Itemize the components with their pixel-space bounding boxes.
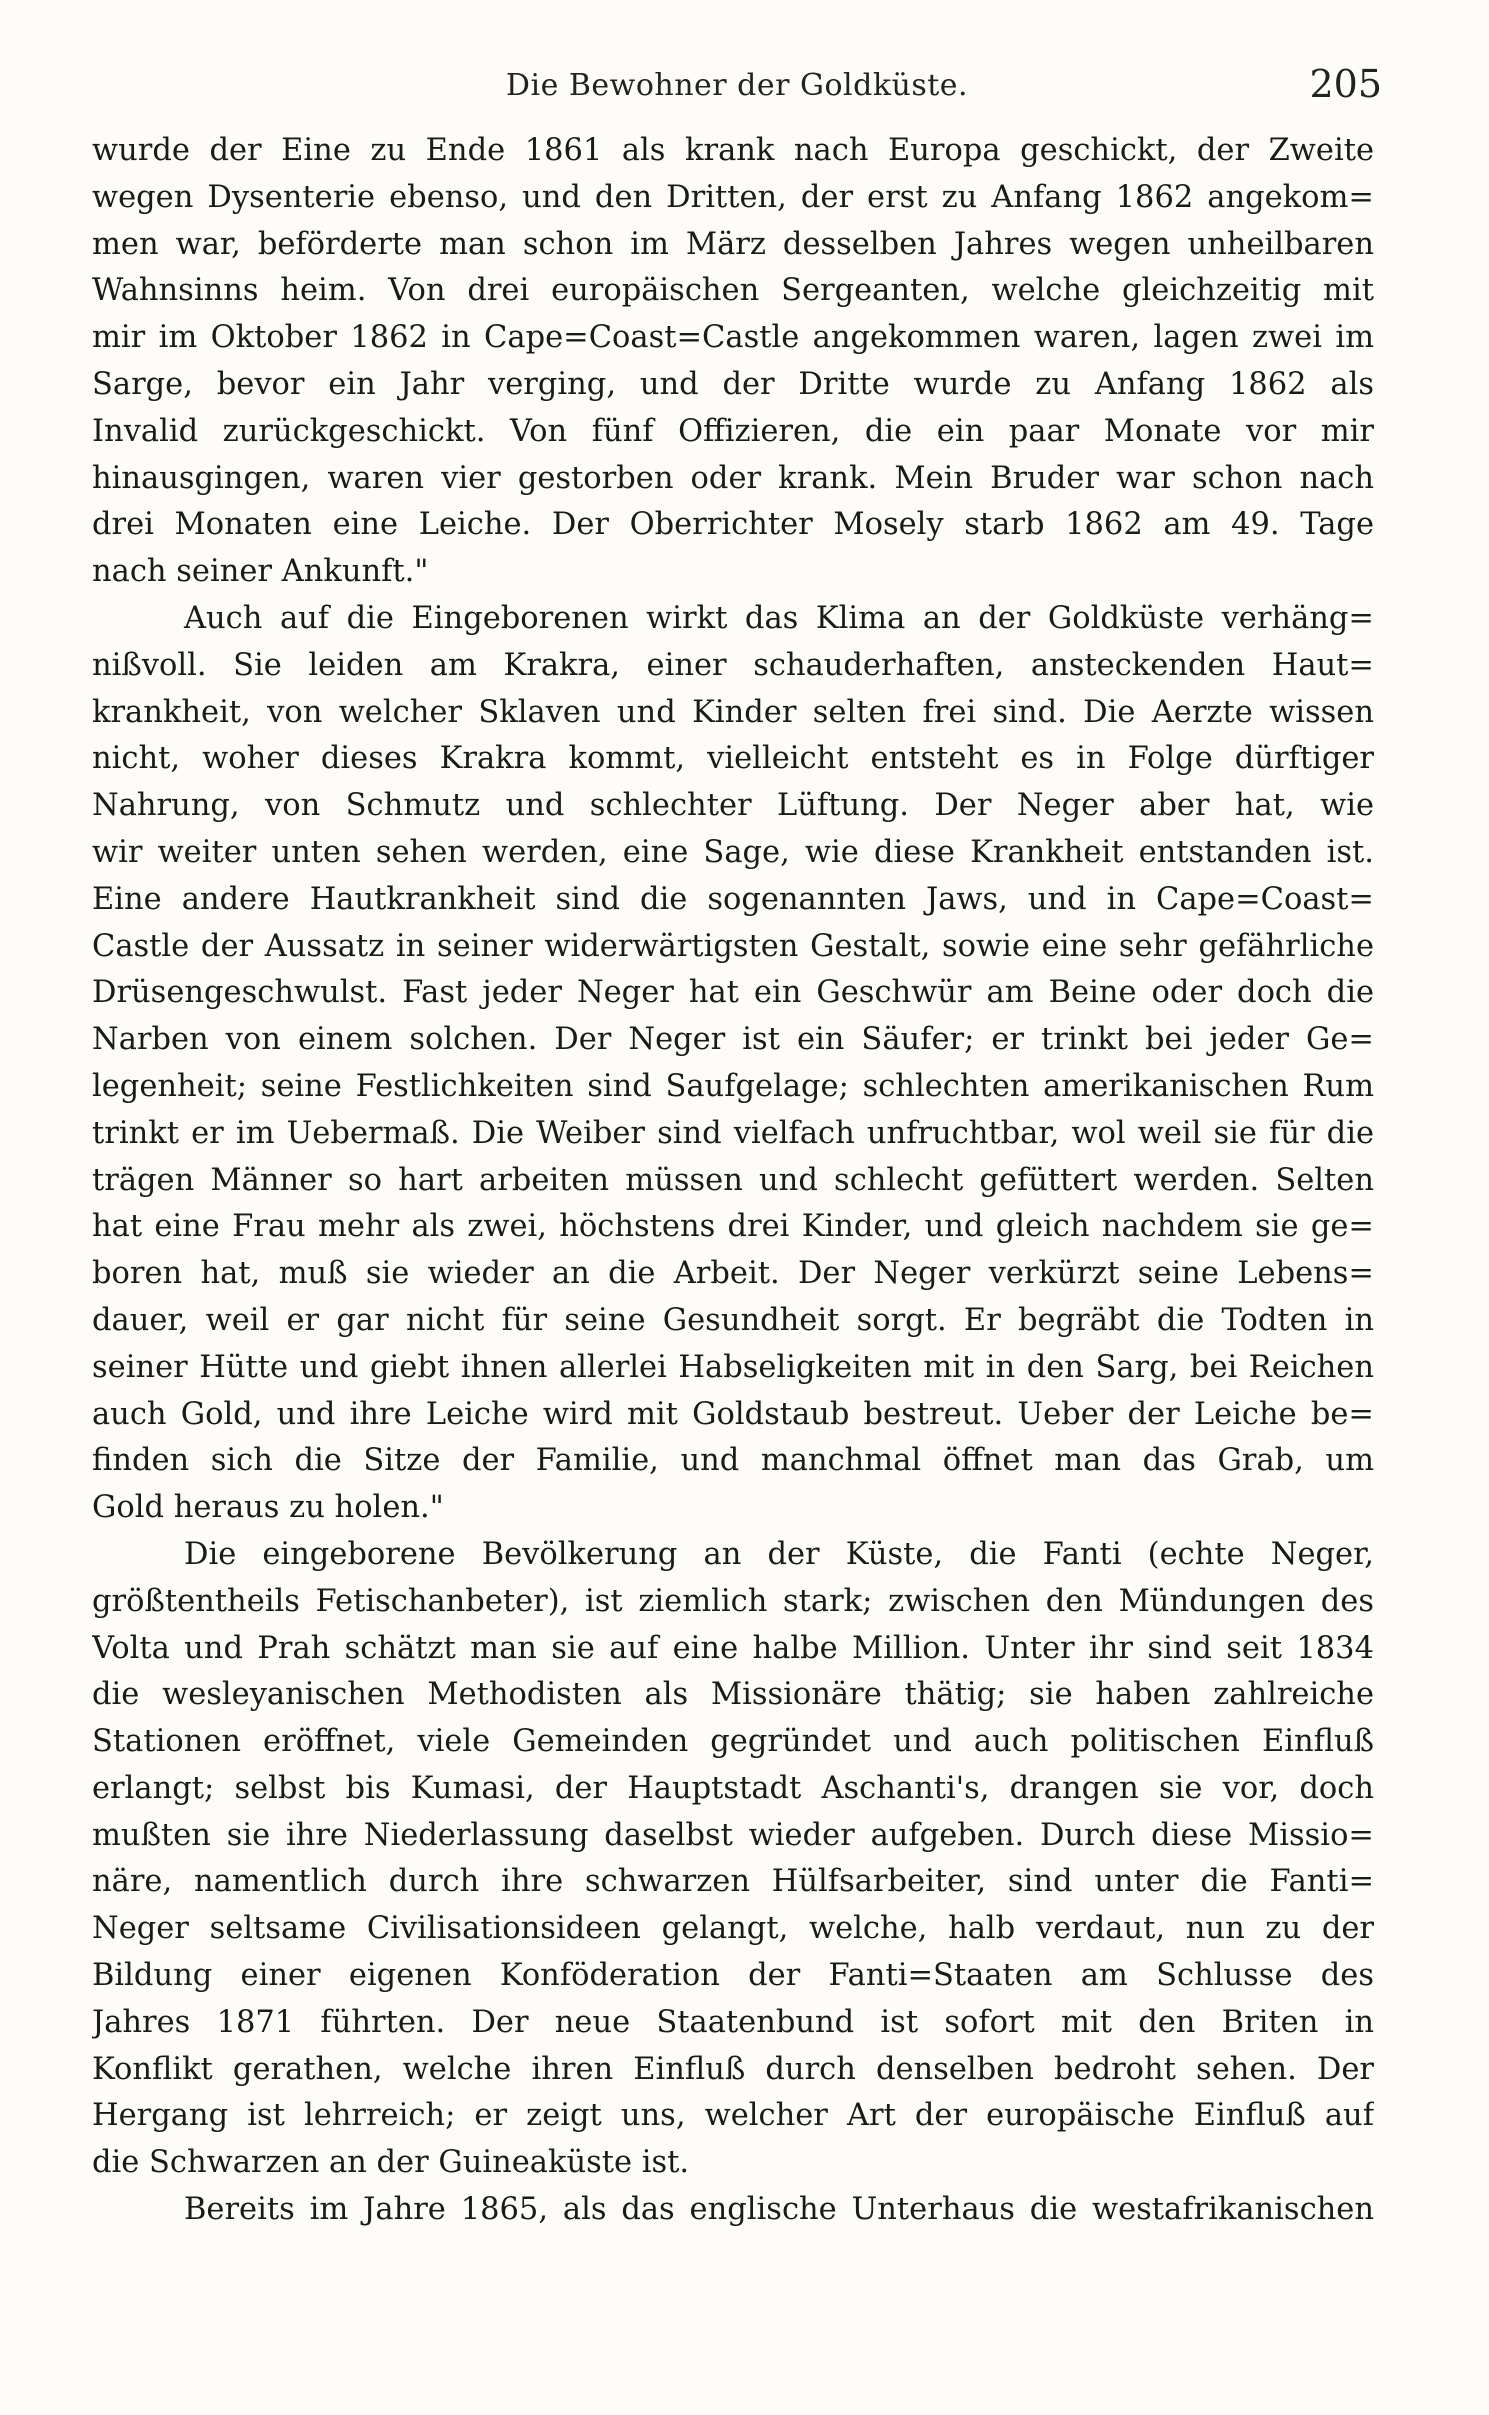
text-line: Die eingeborene Bevölkerung an der Küste, die Fanti (echte Neger,	[184, 1536, 1374, 1572]
text-line: finden sich die Sitze der Familie, und manchmal öffnet man das Grab, um	[92, 1443, 1374, 1479]
text-line: Eine andere Hautkrankheit sind die sogenannten Jaws, und in Cape=Coast=	[92, 881, 1374, 917]
text-line: Hergang ist lehrreich; er zeigt uns, welcher Art der europäische Einfluß auf	[92, 2098, 1374, 2134]
text-line: Konflikt gerathen, welche ihren Einfluß durch denselben bedroht sehen. Der	[92, 2051, 1374, 2087]
text-line: legenheit; seine Festlichkeiten sind Saufgelage; schlechten amerikanischen Rum	[92, 1068, 1374, 1104]
body-text	[92, 128, 1374, 2234]
text-line: Neger seltsame Civilisationsideen gelangt, welche, halb verdaut, nun zu der	[92, 1911, 1374, 1947]
text-line: auch Gold, und ihre Leiche wird mit Goldstaub bestreut. Ueber der Leiche be=	[92, 1396, 1374, 1432]
text-line: boren hat, muß sie wieder an die Arbeit. Der Neger verkürzt seine Lebens=	[92, 1256, 1374, 1292]
text-line: Narben von einem solchen. Der Neger ist ein Säufer; er trinkt bei jeder Ge=	[92, 1022, 1374, 1058]
text-line: hat eine Frau mehr als zwei, höchstens drei Kinder, und gleich nachdem sie ge=	[92, 1209, 1374, 1245]
text-line: seiner Hütte und giebt ihnen allerlei Habseligkeiten mit in den Sarg, bei Reichen	[92, 1349, 1374, 1385]
text-line: nach seiner Ankunft."	[92, 554, 429, 590]
text-line: Sarge, bevor ein Jahr verging, und der Dritte wurde zu Anfang 1862 als	[92, 366, 1374, 402]
text-line: die Schwarzen an der Guineaküste ist.	[92, 2145, 690, 2181]
text-line: Invalid zurückgeschickt. Von fünf Offizieren, die ein paar Monate vor mir	[92, 413, 1374, 449]
text-line: größtentheils Fetischanbeter), ist ziemlich stark; zwischen den Mündungen des	[92, 1583, 1374, 1619]
text-line: mußten sie ihre Niederlassung daselbst wieder aufgeben. Durch diese Missio=	[92, 1817, 1374, 1853]
text-line: trinkt er im Uebermaß. Die Weiber sind vielfach unfruchtbar, wol weil sie für die	[92, 1115, 1374, 1151]
text-line: nicht, woher dieses Krakra kommt, vielleicht entsteht es in Folge dürftiger	[92, 741, 1374, 777]
text-line: trägen Männer so hart arbeiten müssen und schlecht gefüttert werden. Selten	[92, 1162, 1374, 1198]
text-line: Drüsengeschwulst. Fast jeder Neger hat ein Geschwür am Beine oder doch die	[92, 975, 1374, 1011]
text-line: wurde der Eine zu Ende 1861 als krank nach Europa geschickt, der Zweite	[92, 133, 1374, 168]
text-line: hinausgingen, waren vier gestorben oder krank. Mein Bruder war schon nach	[92, 460, 1374, 496]
text-line: die wesleyanischen Methodisten als Missionäre thätig; sie haben zahlreiche	[92, 1677, 1374, 1713]
text-line: Bildung einer eigenen Konföderation der Fanti=Staaten am Schlusse des	[92, 1958, 1374, 1994]
text-line: Auch auf die Eingeborenen wirkt das Klima an der Goldküste verhäng=	[184, 600, 1374, 636]
text-line: Gold heraus zu holen."	[92, 1490, 444, 1526]
text-line: men war, beförderte man schon im März desselben Jahres wegen unheilbaren	[92, 226, 1374, 262]
text-line: näre, namentlich durch ihre schwarzen Hülfsarbeiter, sind unter die Fanti=	[92, 1864, 1374, 1900]
text-line: drei Monaten eine Leiche. Der Oberrichter Mosely starb 1862 am 49. Tage	[92, 507, 1374, 543]
running-title: Die Bewohner der Goldküste.	[505, 68, 969, 103]
page-number: 205	[1309, 62, 1382, 106]
text-line: krankheit, von welcher Sklaven und Kinder selten frei sind. Die Aerzte wissen	[92, 694, 1374, 730]
text-line: Jahres 1871 führten. Der neue Staatenbund ist sofort mit den Briten in	[92, 2004, 1374, 2040]
text-line: Castle der Aussatz in seiner widerwärtigsten Gestalt, sowie eine sehr gefährliche	[92, 928, 1374, 964]
text-line: Stationen eröffnet, viele Gemeinden gegründet und auch politischen Einfluß	[92, 1724, 1374, 1760]
text-line: dauer, weil er gar nicht für seine Gesundheit sorgt. Er begräbt die Todten in	[92, 1302, 1374, 1338]
text-line: nißvoll. Sie leiden am Krakra, einer schauderhaften, ansteckenden Haut=	[92, 647, 1374, 683]
text-line: wegen Dysenterie ebenso, und den Dritten, der erst zu Anfang 1862 angekom=	[92, 179, 1374, 215]
text-line: mir im Oktober 1862 in Cape=Coast=Castle angekommen waren, lagen zwei im	[92, 320, 1374, 356]
text-line: wir weiter unten sehen werden, eine Sage, wie diese Krankheit entstanden ist.	[92, 834, 1374, 870]
text-line: Bereits im Jahre 1865, als das englische Unterhaus die westafrikanischen	[184, 2192, 1374, 2228]
text-line: Nahrung, von Schmutz und schlechter Lüftung. Der Neger aber hat, wie	[92, 788, 1374, 824]
text-line: Volta und Prah schätzt man sie auf eine halbe Million. Unter ihr sind seit 1834	[92, 1630, 1374, 1666]
running-head	[92, 62, 1382, 112]
text-line: erlangt; selbst bis Kumasi, der Hauptstadt Aschanti's, drangen sie vor, doch	[92, 1770, 1374, 1806]
text-line: Wahnsinns heim. Von drei europäischen Sergeanten, welche gleichzeitig mit	[92, 273, 1374, 309]
